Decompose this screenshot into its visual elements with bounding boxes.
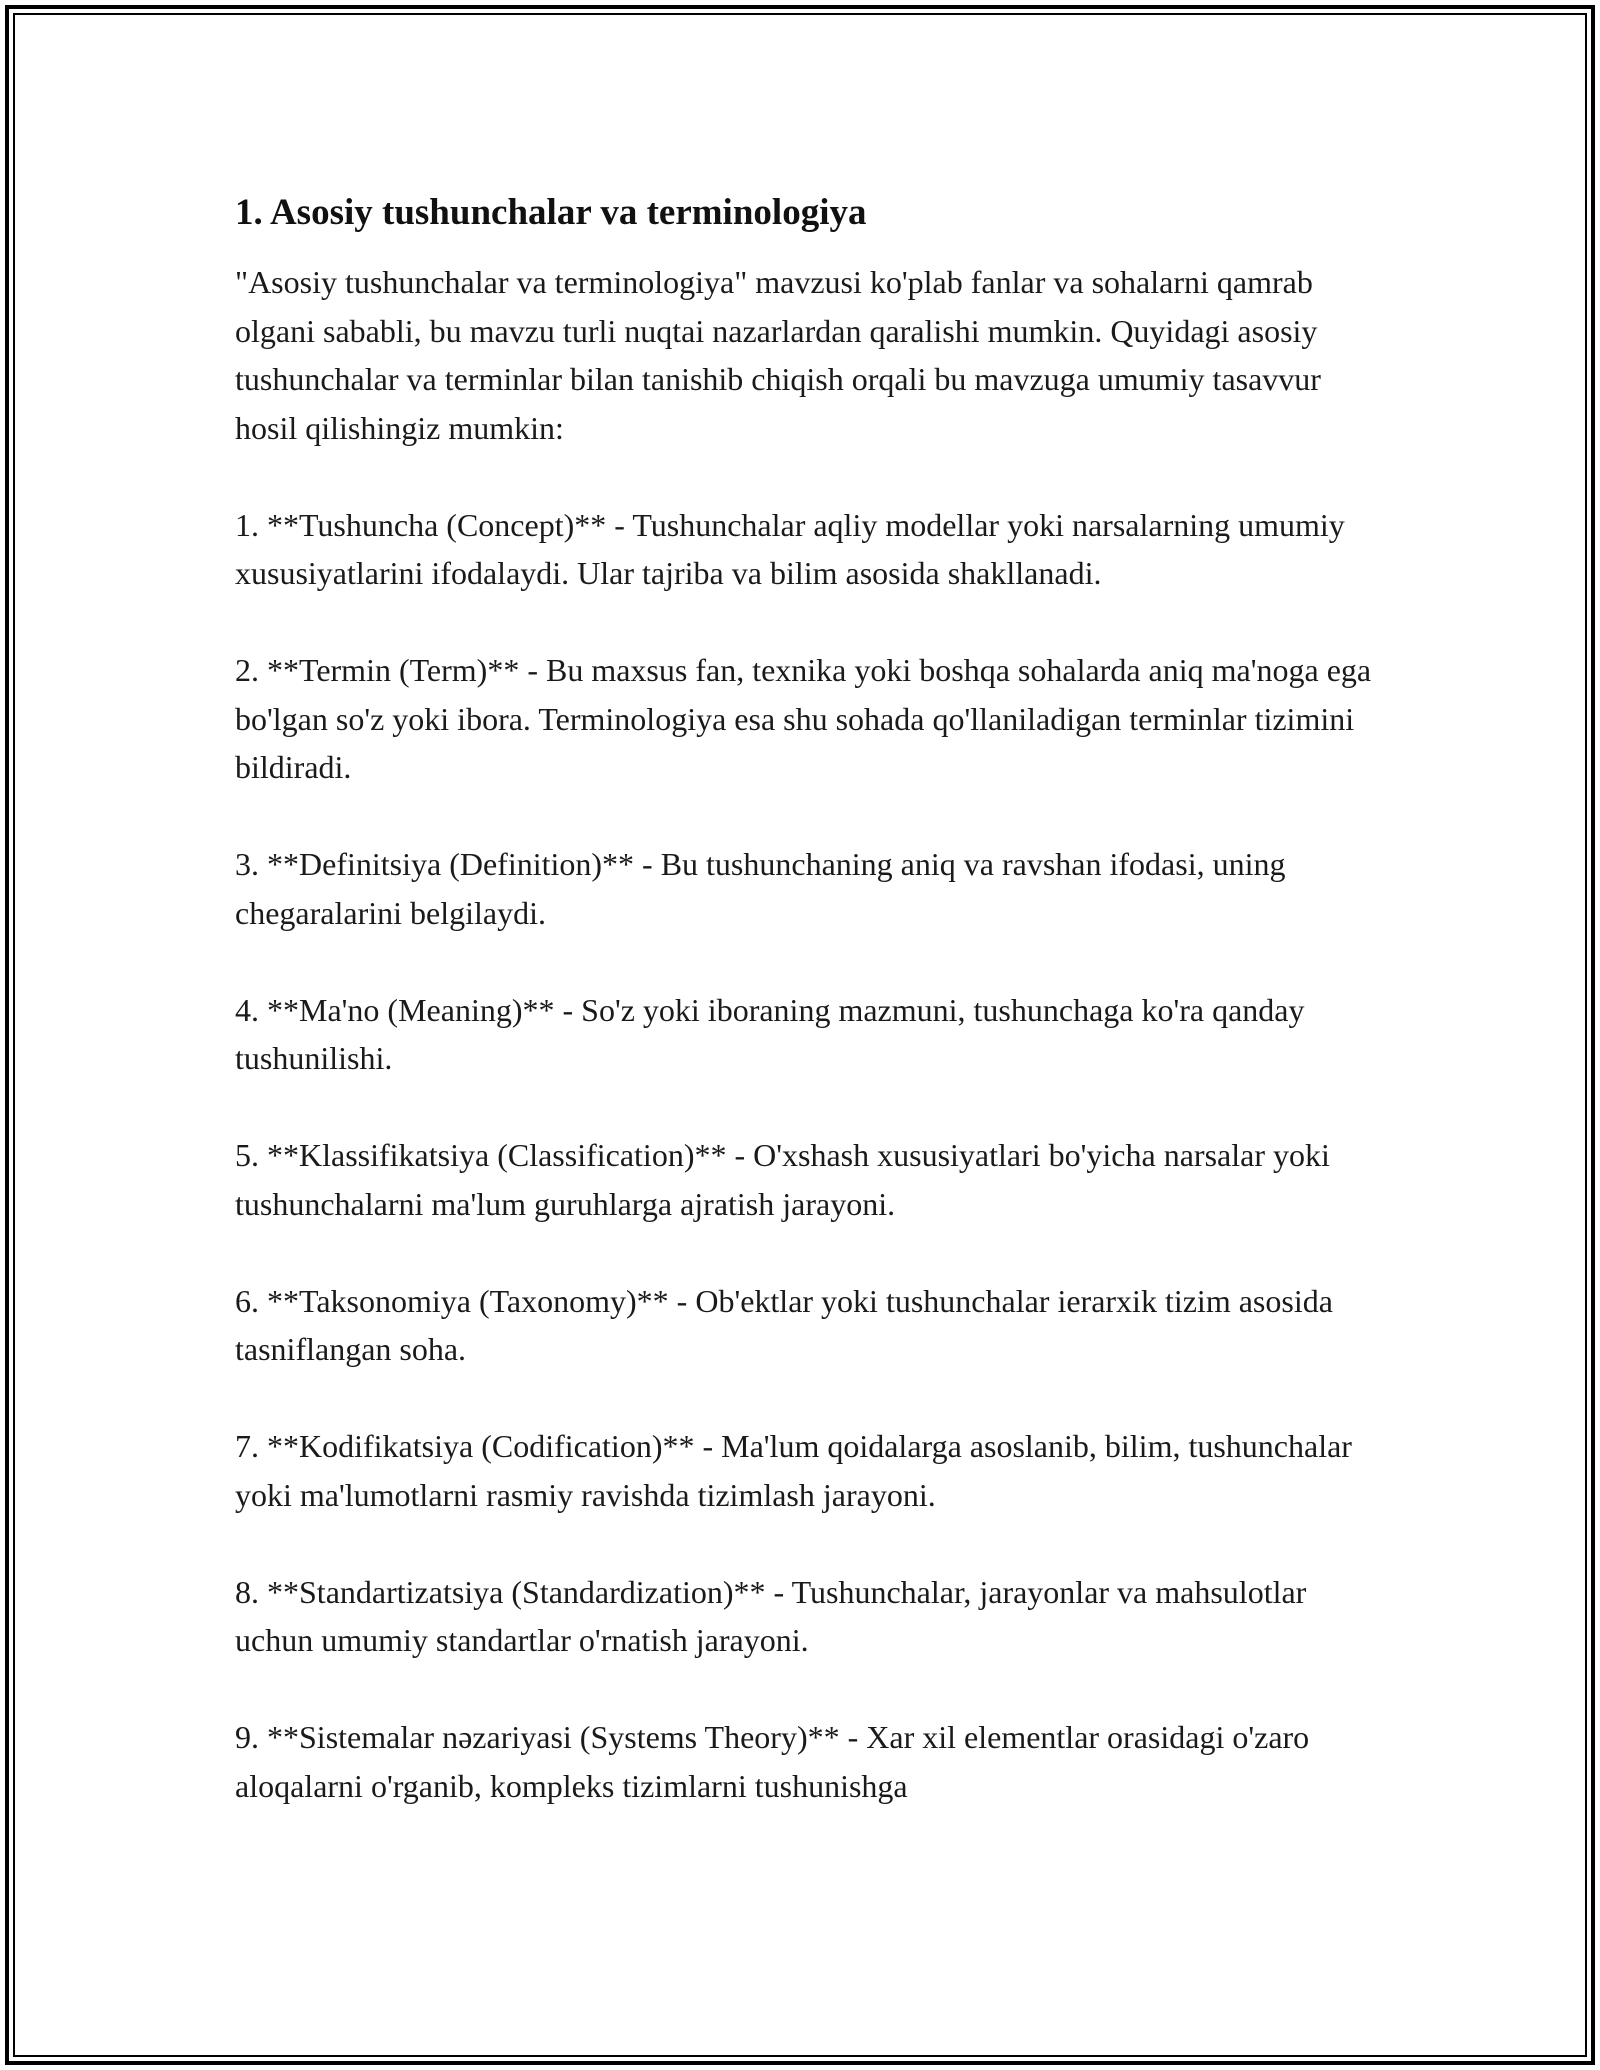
term-item-systems-theory: 9. **Sistemalar nəzariyasi (Systems Theory)** - Xar xil elementlar orasidagi o'zaro aloqalarni o'rganib, kompleks tizimlarni tushunishga bbox=[235, 1719, 1310, 1804]
term-item-term: 2. **Termin (Term)** - Bu maxsus fan, texnika yoki boshqa sohalarda aniq ma'noga ega bo'lgan so'z yoki ibora. Terminologiya esa shu sohada qo'llaniladigan terminlar tizimini bildiradi. bbox=[235, 652, 1372, 785]
document-body bbox=[235, 188, 1385, 1859]
term-item-classification: 5. **Klassifikatsiya (Classification)** - O'xshash xususiyatlari bo'yicha narsalar yoki tushunchalarni ma'lum guruhlarga ajratish jarayoni. bbox=[235, 1137, 1330, 1222]
section-heading: 1. Asosiy tushunchalar va terminologiya bbox=[235, 192, 867, 233]
term-item-definition: 3. **Definitsiya (Definition)** - Bu tushunchaning aniq va ravshan ifodasi, uning chegaralarini belgilaydi. bbox=[235, 846, 1286, 931]
term-item-meaning: 4. **Ma'no (Meaning)** - So'z yoki iboraning mazmuni, tushunchaga ko'ra qanday tushunilishi. bbox=[235, 991, 1305, 1076]
intro-paragraph: "Asosiy tushunchalar va terminologiya" mavzusi ko'plab fanlar va sohalarni qamrab olgani sababli, bu mavzu turli nuqtai nazarlardan qaralishi mumkin. Quyidagi asosiy tushunchalar va terminlar bilan tanishib chiqish orqali bu mavzuga umumiy tasavvur hosil qilishingiz mumkin: bbox=[235, 264, 1321, 446]
term-item-standardization: 8. **Standartizatsiya (Standardization)** - Tushunchalar, jarayonlar va mahsulotlar uchun umumiy standartlar o'rnatish jarayoni. bbox=[235, 1573, 1307, 1658]
term-item-taxonomy: 6. **Taksonomiya (Taxonomy)** - Ob'ektlar yoki tushunchalar ierarxik tizim asosida tasniflangan soha. bbox=[235, 1282, 1333, 1367]
term-item-concept: 1. **Tushuncha (Concept)** - Tushunchalar aqliy modellar yoki narsalarning umumiy xususiyatlarini ifodalaydi. Ular tajriba va bilim asosida shakllanadi. bbox=[235, 506, 1345, 591]
term-item-codification: 7. **Kodifikatsiya (Codification)** - Ma'lum qoidalarga asoslanib, bilim, tushunchalar yoki ma'lumotlarni rasmiy ravishda tizimlash jarayoni. bbox=[235, 1428, 1352, 1513]
